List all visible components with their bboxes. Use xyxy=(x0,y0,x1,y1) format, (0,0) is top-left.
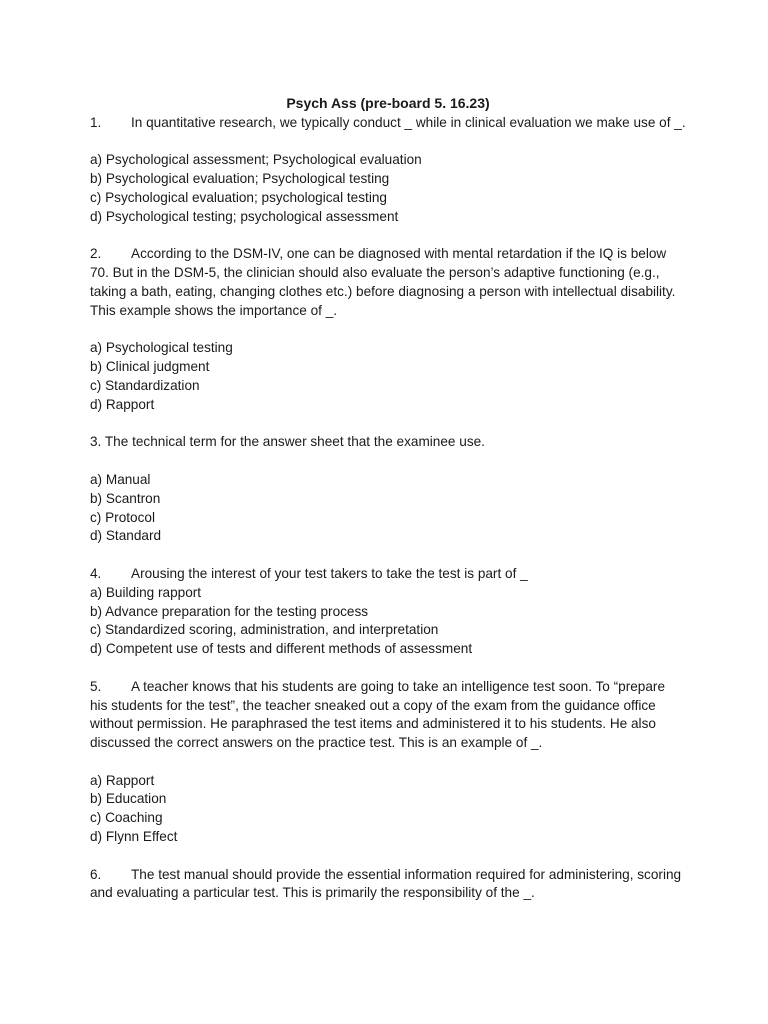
question-4 xyxy=(90,565,686,659)
option-d: d) Competent use of tests and different methods of assessment xyxy=(90,641,473,657)
option-d: d) Flynn Effect xyxy=(90,829,178,845)
question-number: 5. xyxy=(90,678,102,694)
question-number: 3. xyxy=(90,434,102,450)
document-page xyxy=(90,94,686,903)
document-title: Psych Ass (pre-board 5. 16.23) xyxy=(286,95,490,111)
option-b: b) Advance preparation for the testing process xyxy=(90,603,369,619)
option-d: d) Standard xyxy=(90,528,162,544)
question-number: 2. xyxy=(90,246,102,262)
question-5 xyxy=(90,678,686,847)
question-text: In quantitative research, we typically conduct _ while in clinical evaluation we make use of _. xyxy=(131,114,686,130)
option-b: b) Education xyxy=(90,791,167,807)
option-c: c) Psychological evaluation; psychological testing xyxy=(90,189,387,205)
option-c: c) Standardized scoring, administration, and interpretation xyxy=(90,622,439,638)
question-1 xyxy=(90,114,686,227)
option-b: b) Psychological evaluation; Psychological testing xyxy=(90,171,390,187)
question-stem xyxy=(90,866,686,904)
option-d: d) Rapport xyxy=(90,396,155,412)
question-text: The technical term for the answer sheet that the examinee use. xyxy=(104,434,485,450)
option-a: a) Manual xyxy=(90,471,151,487)
question-stem xyxy=(90,678,686,753)
question-stem xyxy=(90,245,686,320)
question-text: The test manual should provide the essential information required for administering, scoring and evaluating a particular test. This is primarily the responsibility of the _. xyxy=(90,866,682,901)
option-b: b) Scantron xyxy=(90,490,161,506)
question-stem xyxy=(90,433,686,452)
question-text: A teacher knows that his students are going to take an intelligence test soon. To “prepare his students for the test”, the teacher sneaked out a copy of the exam from the guidance office without permission. He paraphrased the test items and administered it to his students. He also discussed the correct answers on the practice test. This is an example of _. xyxy=(90,678,666,751)
option-a: a) Psychological assessment; Psychological evaluation xyxy=(90,152,422,168)
answer-options xyxy=(90,339,686,414)
question-number: 1. xyxy=(90,114,102,130)
option-a: a) Psychological testing xyxy=(90,340,233,356)
answer-options xyxy=(90,584,686,659)
option-c: c) Protocol xyxy=(90,509,155,525)
option-a: a) Rapport xyxy=(90,772,155,788)
answer-options xyxy=(90,772,686,847)
question-stem xyxy=(90,565,686,584)
question-stem xyxy=(90,114,686,133)
question-2 xyxy=(90,245,686,414)
question-6 xyxy=(90,866,686,904)
option-c: c) Standardization xyxy=(90,377,200,393)
option-b: b) Clinical judgment xyxy=(90,359,210,375)
answer-options xyxy=(90,471,686,546)
answer-options xyxy=(90,151,686,226)
option-a: a) Building rapport xyxy=(90,584,202,600)
question-3 xyxy=(90,433,686,546)
option-d: d) Psychological testing; psychological assessment xyxy=(90,208,399,224)
question-text: According to the DSM-IV, one can be diagnosed with mental retardation if the IQ is below 70. But in the DSM-5, the clinician should also evaluate the person’s adaptive functioning (e.g., taking a bath, eating, changing clothes etc.) before diagnosing a person with intellectual disability. This example shows the importance of _. xyxy=(90,246,676,318)
question-text: Arousing the interest of your test takers to take the test is part of _ xyxy=(131,565,528,581)
option-c: c) Coaching xyxy=(90,810,163,826)
question-number: 6. xyxy=(90,866,102,882)
question-number: 4. xyxy=(90,565,102,581)
